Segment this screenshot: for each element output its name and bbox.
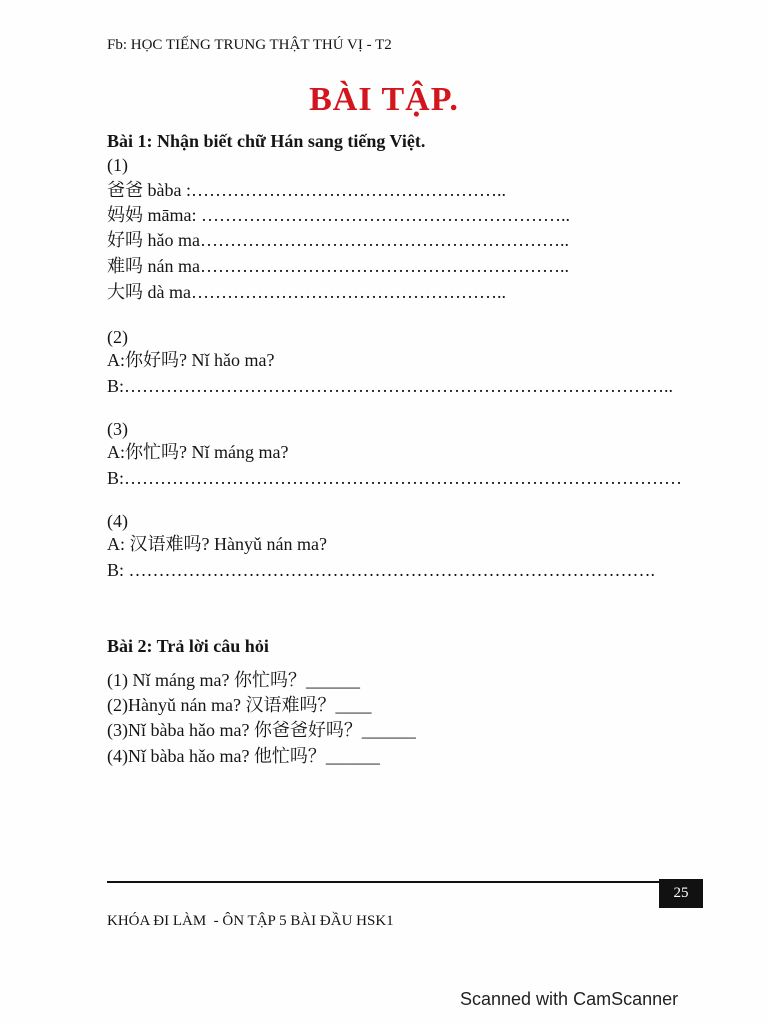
exercise2-heading: Bài 2: Trả lời câu hỏi xyxy=(107,636,269,656)
exercise2-item: (1) Nǐ máng ma? 你忙吗？______ xyxy=(107,670,360,690)
page-title: BÀI TẬP. xyxy=(309,81,459,118)
scanner-watermark: Scanned with CamScanner xyxy=(460,989,679,1009)
part1-line-da-ma: 大吗 dà ma…………………………………………….. xyxy=(107,282,506,302)
part4-question: A: 汉语难吗? Hànyǔ nán ma? xyxy=(107,534,327,554)
part1-line-hao-ma: 好吗 hǎo ma…………………………………………………….. xyxy=(107,230,569,250)
part1-line-baba: 爸爸 bàba :…………………………………………….. xyxy=(107,180,506,200)
exercise2-item: (3)Nǐ bàba hǎo ma? 你爸爸好吗？______ xyxy=(107,720,416,740)
part3-label: (3) xyxy=(107,419,128,439)
footer-course-title: KHÓA ĐI LÀM - ÔN TẬP 5 BÀI ĐẦU HSK1 xyxy=(107,913,394,929)
part4-answer-blank: B: ……………………………………………………………………………. xyxy=(107,560,656,580)
page-header: Fb: HỌC TIẾNG TRUNG THẬT THÚ VỊ - T2 xyxy=(107,37,392,53)
exercise1-heading: Bài 1: Nhận biết chữ Hán sang tiếng Việt. xyxy=(107,131,426,151)
part3-question: A:你忙吗? Nǐ máng ma? xyxy=(107,442,289,462)
part2-question: A:你好吗? Nǐ hǎo ma? xyxy=(107,350,275,370)
part2-answer-blank: B:……………………………………………………………………………….. xyxy=(107,376,674,396)
part1-line-mama: 妈妈 māma: …………………………………………………….. xyxy=(107,205,570,225)
part4-label: (4) xyxy=(107,511,128,531)
part1-label: (1) xyxy=(107,155,128,175)
exercise2-item: (2)Hànyǔ nán ma? 汉语难吗？____ xyxy=(107,695,372,715)
page-number: 25 xyxy=(659,879,703,908)
part1-line-nan-ma: 难吗 nán ma…………………………………………………….. xyxy=(107,256,569,276)
part3-answer-blank: B:………………………………………………………………………………… xyxy=(107,468,683,488)
footer-divider xyxy=(107,881,659,883)
part2-label: (2) xyxy=(107,327,128,347)
exercise2-item: (4)Nǐ bàba hǎo ma? 他忙吗？______ xyxy=(107,746,380,766)
